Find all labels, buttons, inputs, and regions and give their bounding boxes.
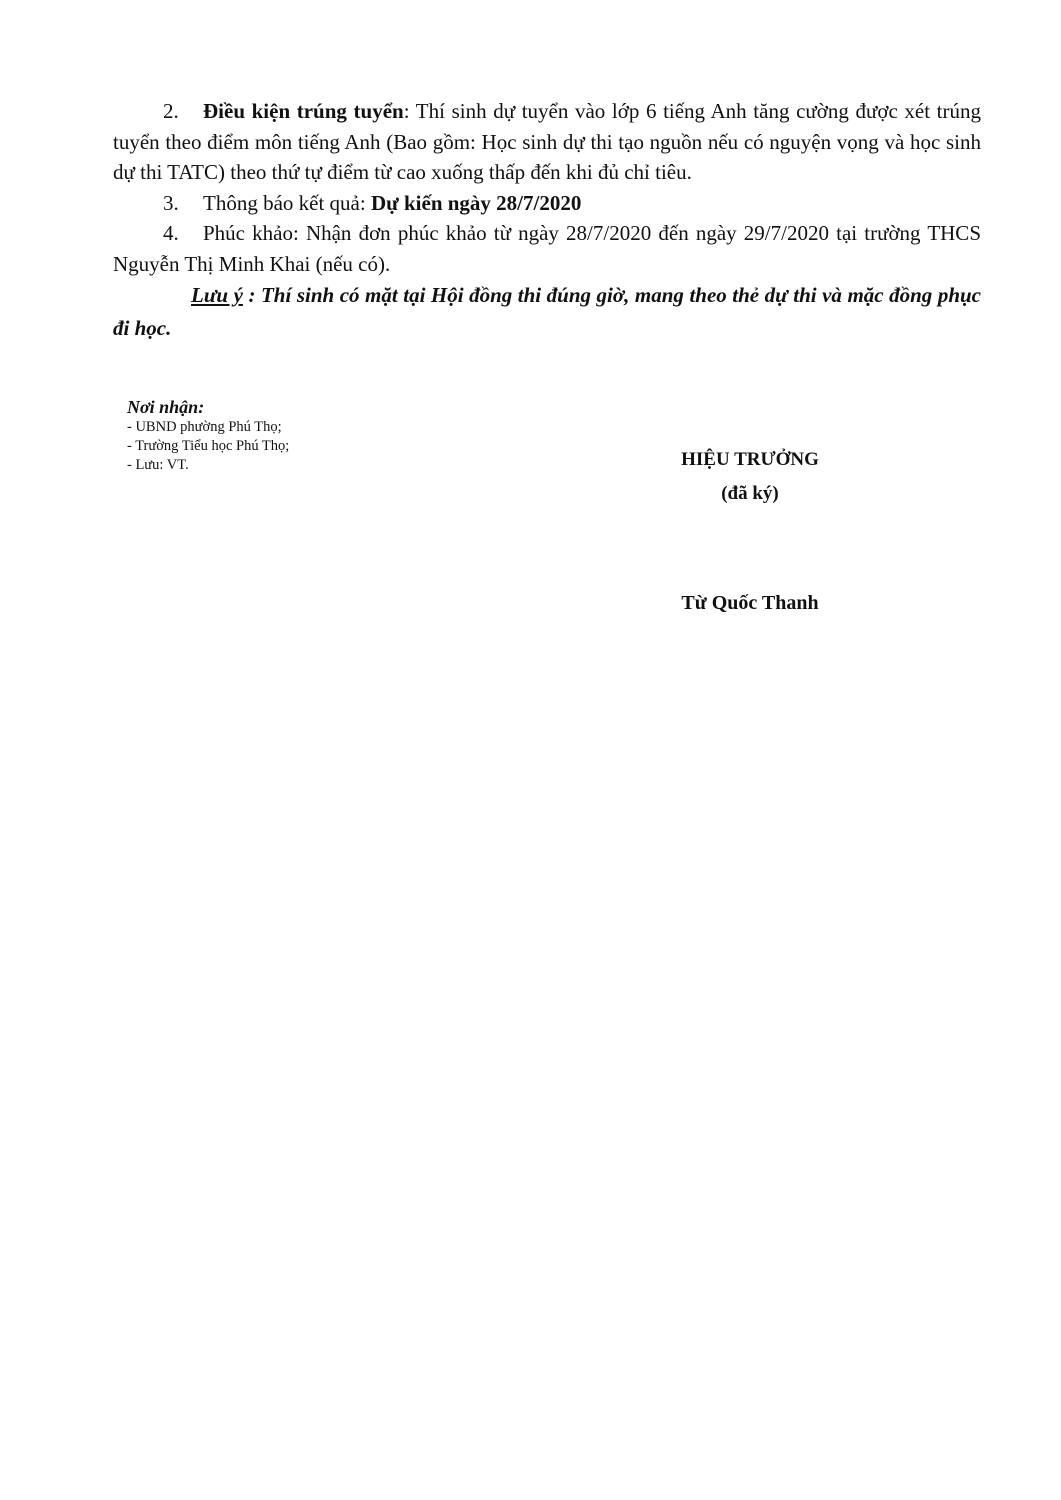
item-3-paragraph [113,188,981,219]
item-4-paragraph [113,218,981,279]
recipient-item: - UBND phường Phú Thọ; [127,419,282,435]
item-3-number: 3. [163,190,179,215]
recipients-title: Nơi nhận: [127,397,205,417]
signature-block [590,448,910,616]
note-paragraph [113,279,981,345]
item-3-bold: Dự kiến ngày 28/7/2020 [370,190,582,215]
item-2-number: 2. [163,99,179,123]
signer-name: Từ Quốc Thanh [681,592,819,614]
document-body [113,96,981,345]
item-2-paragraph [113,96,981,188]
signature-title: HIỆU TRƯỞNG [681,449,819,470]
item-2-label: Điều kiện trúng tuyển [203,99,404,123]
item-4-number: 4. [163,221,179,245]
recipients-block [127,396,487,475]
item-4-text: Phúc khảo: Nhận đơn phúc khảo từ ngày 28/7/2020 đến ngày 29/7/2020 tại trường THCS Nguyễn Thị Minh Khai (nếu có). [113,221,981,276]
item-3-text: Thông báo kết quả: [203,190,371,215]
note-label: Lưu ý [191,283,243,307]
signature-status: (đã ký) [721,483,779,504]
recipient-item: - Trường Tiểu học Phú Thọ; [127,438,290,454]
note-text: : Thí sinh có mặt tại Hội đồng thi đúng giờ, mang theo thẻ dự thi và mặc đồng phục đi học. [113,283,981,340]
recipient-item: - Lưu: VT. [127,457,189,473]
item-2-text: : Thí sinh dự tuyển vào lớp 6 tiếng Anh tăng cường được xét trúng tuyển theo điểm môn tiếng Anh (Bao gồm: Học sinh dự thi tạo nguồn nếu có nguyện vọng và học sinh dự thi TATC) theo thứ tự điểm từ cao xuống thấp đến khi đủ chỉ tiêu. [113,99,982,184]
